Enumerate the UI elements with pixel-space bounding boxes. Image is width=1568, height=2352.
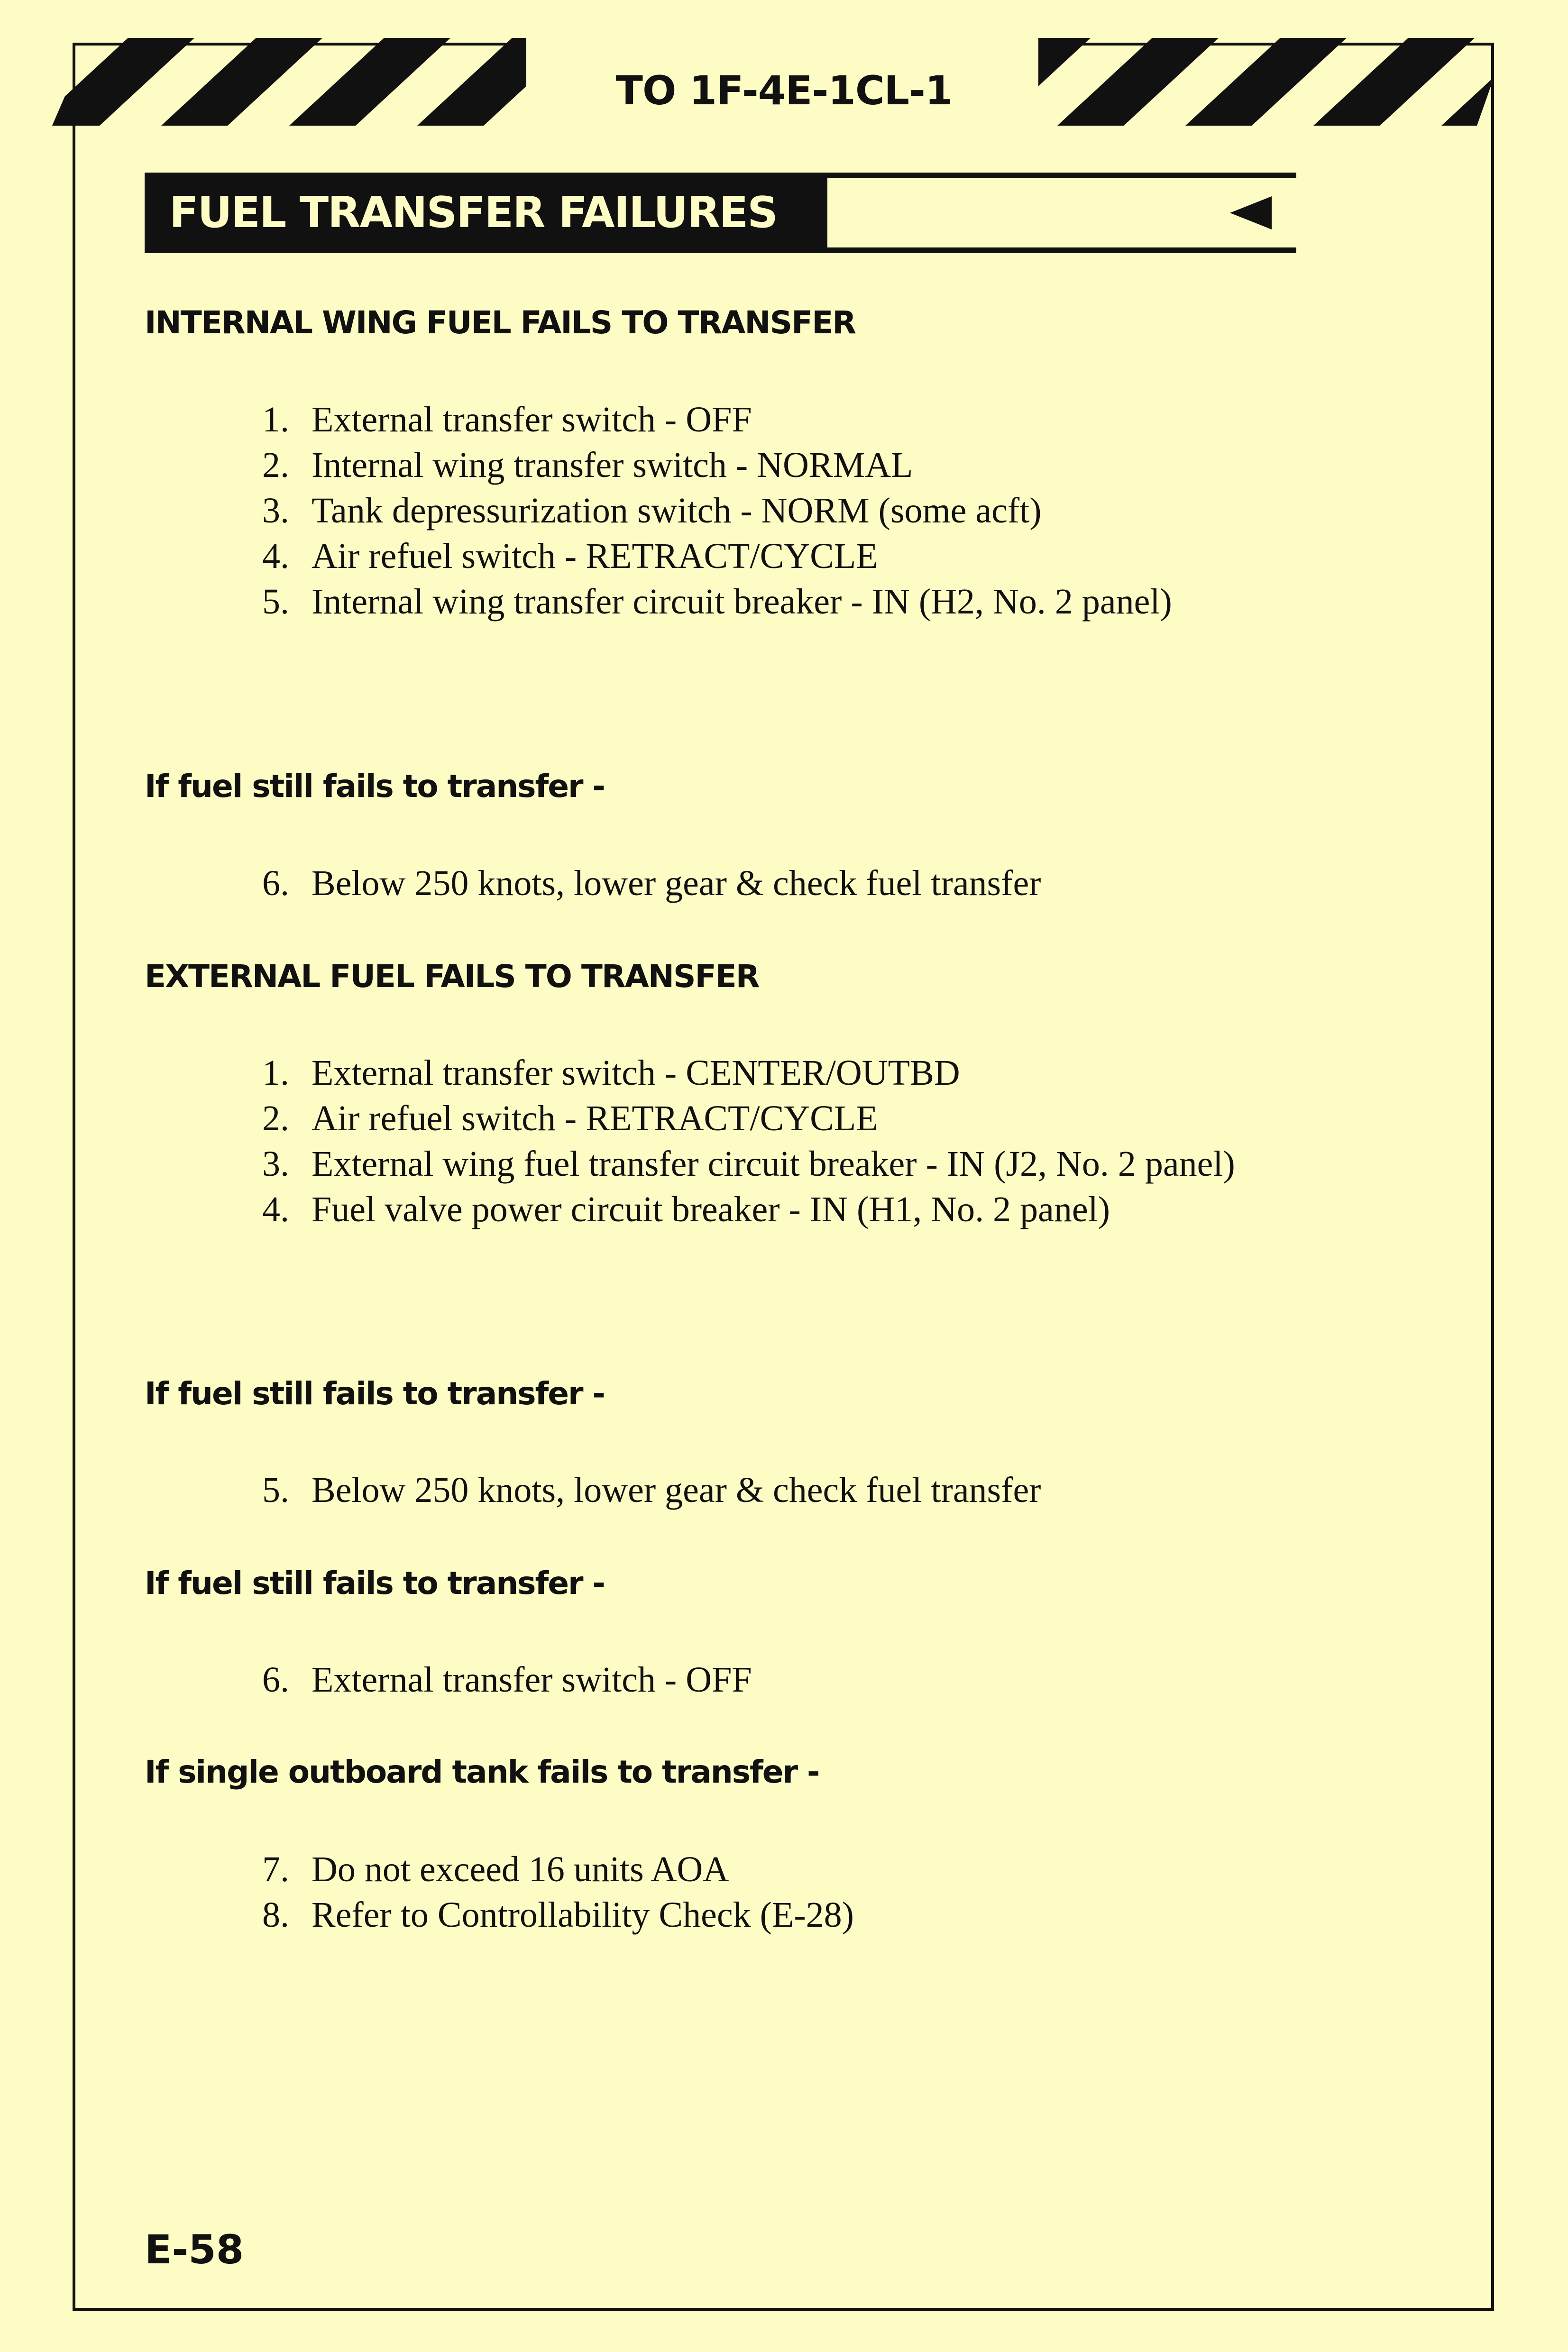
- step-text: External transfer switch - CENTER/OUTBD: [312, 1053, 960, 1093]
- conditional-label: If fuel still fails to transfer -: [145, 768, 605, 805]
- step-number: 3.: [262, 491, 289, 531]
- step-number: 3.: [262, 1144, 289, 1184]
- list-item: [145, 533, 1425, 579]
- step-number: 2.: [262, 1098, 289, 1138]
- step-number: 1.: [262, 400, 289, 439]
- section-title-bar: [145, 173, 1296, 253]
- step-number: 5.: [262, 1470, 289, 1510]
- list-item: [145, 1847, 1425, 1892]
- step-number: 6.: [262, 863, 289, 903]
- conditional-label: If fuel still fails to transfer -: [145, 1565, 605, 1602]
- step-list-external-fuel: [145, 1050, 1425, 1232]
- step-text: Air refuel switch - RETRACT/CYCLE: [312, 1098, 878, 1138]
- page-number: E-58: [145, 2226, 244, 2273]
- conditional-label: If single outboard tank fails to transfer -: [145, 1754, 819, 1790]
- conditional-label: If fuel still fails to transfer -: [145, 1375, 605, 1412]
- step-text: Internal wing transfer circuit breaker - IN (H2, No. 2 panel): [312, 582, 1172, 622]
- step-text: Refer to Controllability Check (E-28): [312, 1895, 854, 1935]
- section-heading-external-fuel: EXTERNAL FUEL FAILS TO TRANSFER: [145, 958, 759, 995]
- list-item: [145, 397, 1425, 442]
- step-list-internal-wing: [145, 397, 1425, 624]
- step-text: Fuel valve power circuit breaker - IN (H1, No. 2 panel): [312, 1190, 1110, 1229]
- step-number: 1.: [262, 1053, 289, 1093]
- step-text: Do not exceed 16 units AOA: [312, 1849, 729, 1889]
- step-text: External transfer switch - OFF: [312, 400, 752, 439]
- step-number: 2.: [262, 445, 289, 485]
- page-title: FUEL TRANSFER FAILURES: [145, 178, 827, 247]
- list-item: [145, 1187, 1425, 1232]
- step-text: External wing fuel transfer circuit breaker - IN (J2, No. 2 panel): [312, 1144, 1235, 1184]
- step-number: 4.: [262, 1190, 289, 1229]
- step-list-conditional: [145, 1467, 1425, 1513]
- step-text: Tank depressurization switch - NORM (some acft): [312, 491, 1042, 531]
- list-item: [145, 1467, 1425, 1513]
- list-item: [145, 1892, 1425, 1938]
- document-number: TO 1F-4E-1CL-1: [615, 67, 953, 114]
- list-item: [145, 579, 1425, 624]
- step-number: 5.: [262, 582, 289, 622]
- step-list-conditional: [145, 860, 1425, 906]
- step-number: 6.: [262, 1660, 289, 1700]
- step-list-conditional: [145, 1657, 1425, 1702]
- step-number: 7.: [262, 1849, 289, 1889]
- step-text: Air refuel switch - RETRACT/CYCLE: [312, 536, 878, 576]
- step-text: External transfer switch - OFF: [312, 1660, 752, 1700]
- list-item: [145, 1657, 1425, 1702]
- list-item: [145, 1096, 1425, 1141]
- step-text: Internal wing transfer switch - NORMAL: [312, 445, 913, 485]
- list-item: [145, 860, 1425, 906]
- left-triangle-icon: [1230, 195, 1273, 230]
- list-item: [145, 1050, 1425, 1096]
- step-number: 8.: [262, 1895, 289, 1935]
- step-number: 4.: [262, 536, 289, 576]
- list-item: [145, 1141, 1425, 1187]
- list-item: [145, 442, 1425, 488]
- step-text: Below 250 knots, lower gear & check fuel transfer: [312, 863, 1041, 903]
- step-text: Below 250 knots, lower gear & check fuel transfer: [312, 1470, 1041, 1510]
- list-item: [145, 488, 1425, 533]
- section-heading-internal-wing: INTERNAL WING FUEL FAILS TO TRANSFER: [145, 304, 856, 341]
- step-list-conditional: [145, 1847, 1425, 1938]
